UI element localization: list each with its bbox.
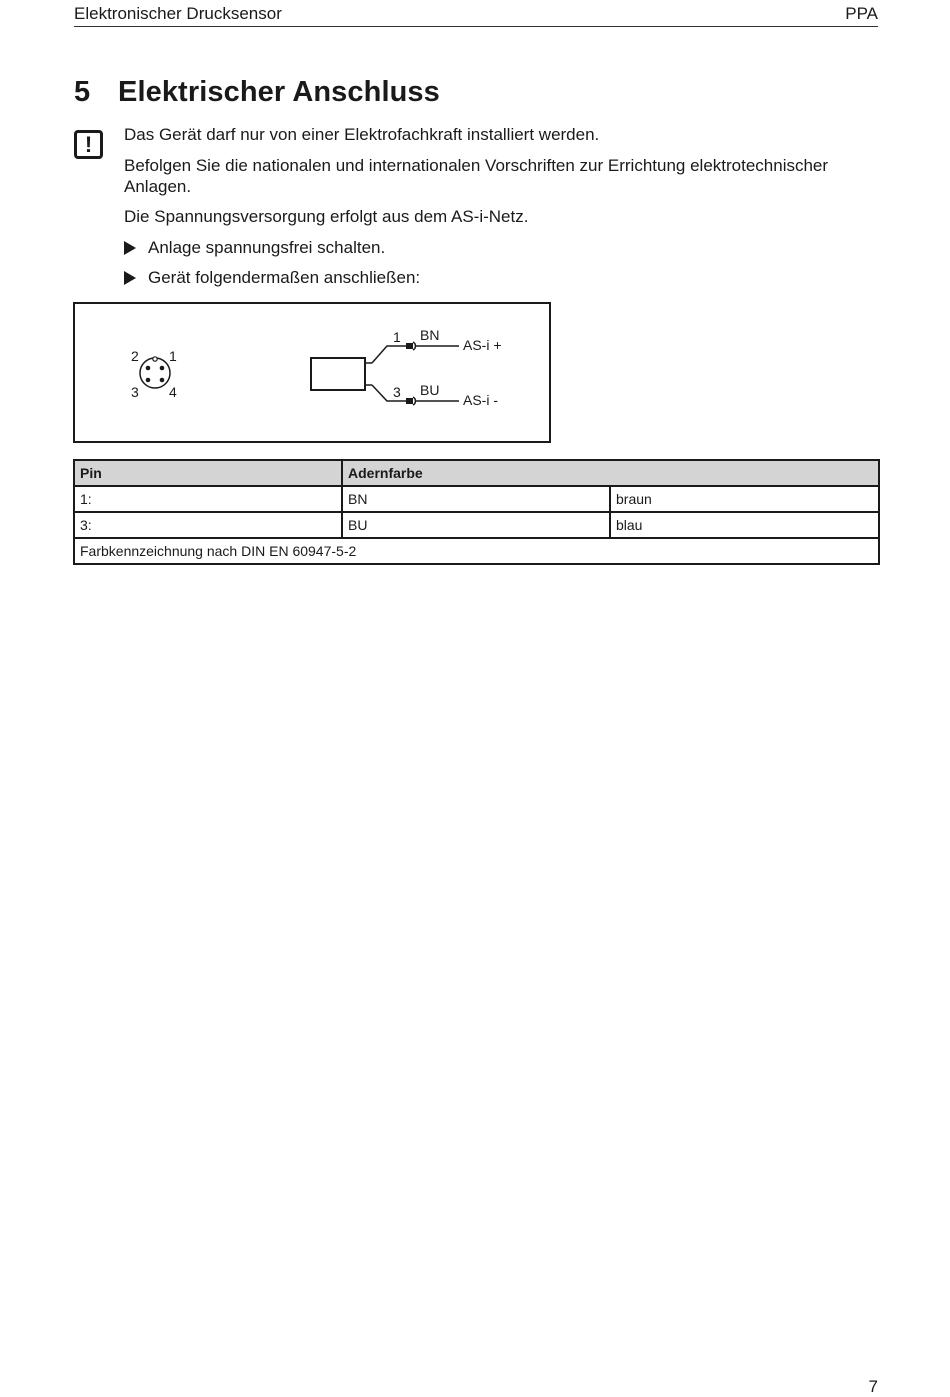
step-connect-device xyxy=(124,267,420,288)
page-number: 7 xyxy=(868,1377,878,1396)
table-cell-pin: 1: xyxy=(74,486,342,512)
table-cell-color: braun xyxy=(610,486,879,512)
table-cell-color: blau xyxy=(610,512,879,538)
wire-signal-label: AS-i - xyxy=(463,392,498,408)
paragraph-qualified-personnel: Das Gerät darf nur von einer Elektrofachkraft installiert werden. xyxy=(124,125,600,144)
cable-diagram xyxy=(311,327,502,408)
header-title: Elektronischer Drucksensor xyxy=(74,4,282,23)
table-header-pin: Pin xyxy=(74,460,342,486)
warning-icon: ! xyxy=(74,130,103,159)
paragraph-regulations: Befolgen Sie die nationalen und internationalen Vorschriften zur Errichtung elektrotechnischer Anlagen. xyxy=(124,156,829,196)
wire-color-label: BN xyxy=(420,327,440,343)
table-cell-code: BN xyxy=(342,486,610,512)
table-footnote: Farbkennzeichnung nach DIN EN 60947-5-2 xyxy=(74,538,879,564)
table-row xyxy=(74,486,879,512)
header-product: PPA xyxy=(845,4,878,23)
section-number: 5 xyxy=(74,76,91,108)
step-label: Gerät folgendermaßen anschließen: xyxy=(148,268,421,287)
wire-signal-label: AS-i + xyxy=(463,337,502,353)
page-header xyxy=(74,4,878,27)
connector-pin-label: 4 xyxy=(169,384,177,400)
wire-pin-label: 3 xyxy=(393,384,401,400)
wire-color-label: BU xyxy=(420,382,440,398)
connector-face xyxy=(131,348,177,400)
wire-pin-label: 1 xyxy=(393,329,401,345)
step-disconnect-power xyxy=(124,237,385,258)
connector-pin-label: 1 xyxy=(169,348,177,364)
connector-pin-label: 2 xyxy=(131,348,139,364)
table-cell-code: BU xyxy=(342,512,610,538)
section-title xyxy=(74,76,440,109)
table-footnote-row xyxy=(74,538,879,564)
step-label: Anlage spannungsfrei schalten. xyxy=(148,238,386,257)
table-row xyxy=(74,512,879,538)
arrow-right-icon xyxy=(124,241,136,255)
paragraph-power-supply: Die Spannungsversorgung erfolgt aus dem AS-i-Netz. xyxy=(124,207,529,226)
arrow-right-icon xyxy=(124,271,136,285)
table-header-row xyxy=(74,460,879,486)
wiring-diagram-svg xyxy=(75,304,553,445)
table-cell-pin: 3: xyxy=(74,512,342,538)
table-header-wire-color: Adernfarbe xyxy=(342,460,879,486)
wiring-diagram xyxy=(73,302,551,443)
connector-pin-label: 3 xyxy=(131,384,139,400)
section-heading: Elektrischer Anschluss xyxy=(118,76,440,108)
pin-assignment-table xyxy=(73,459,880,565)
